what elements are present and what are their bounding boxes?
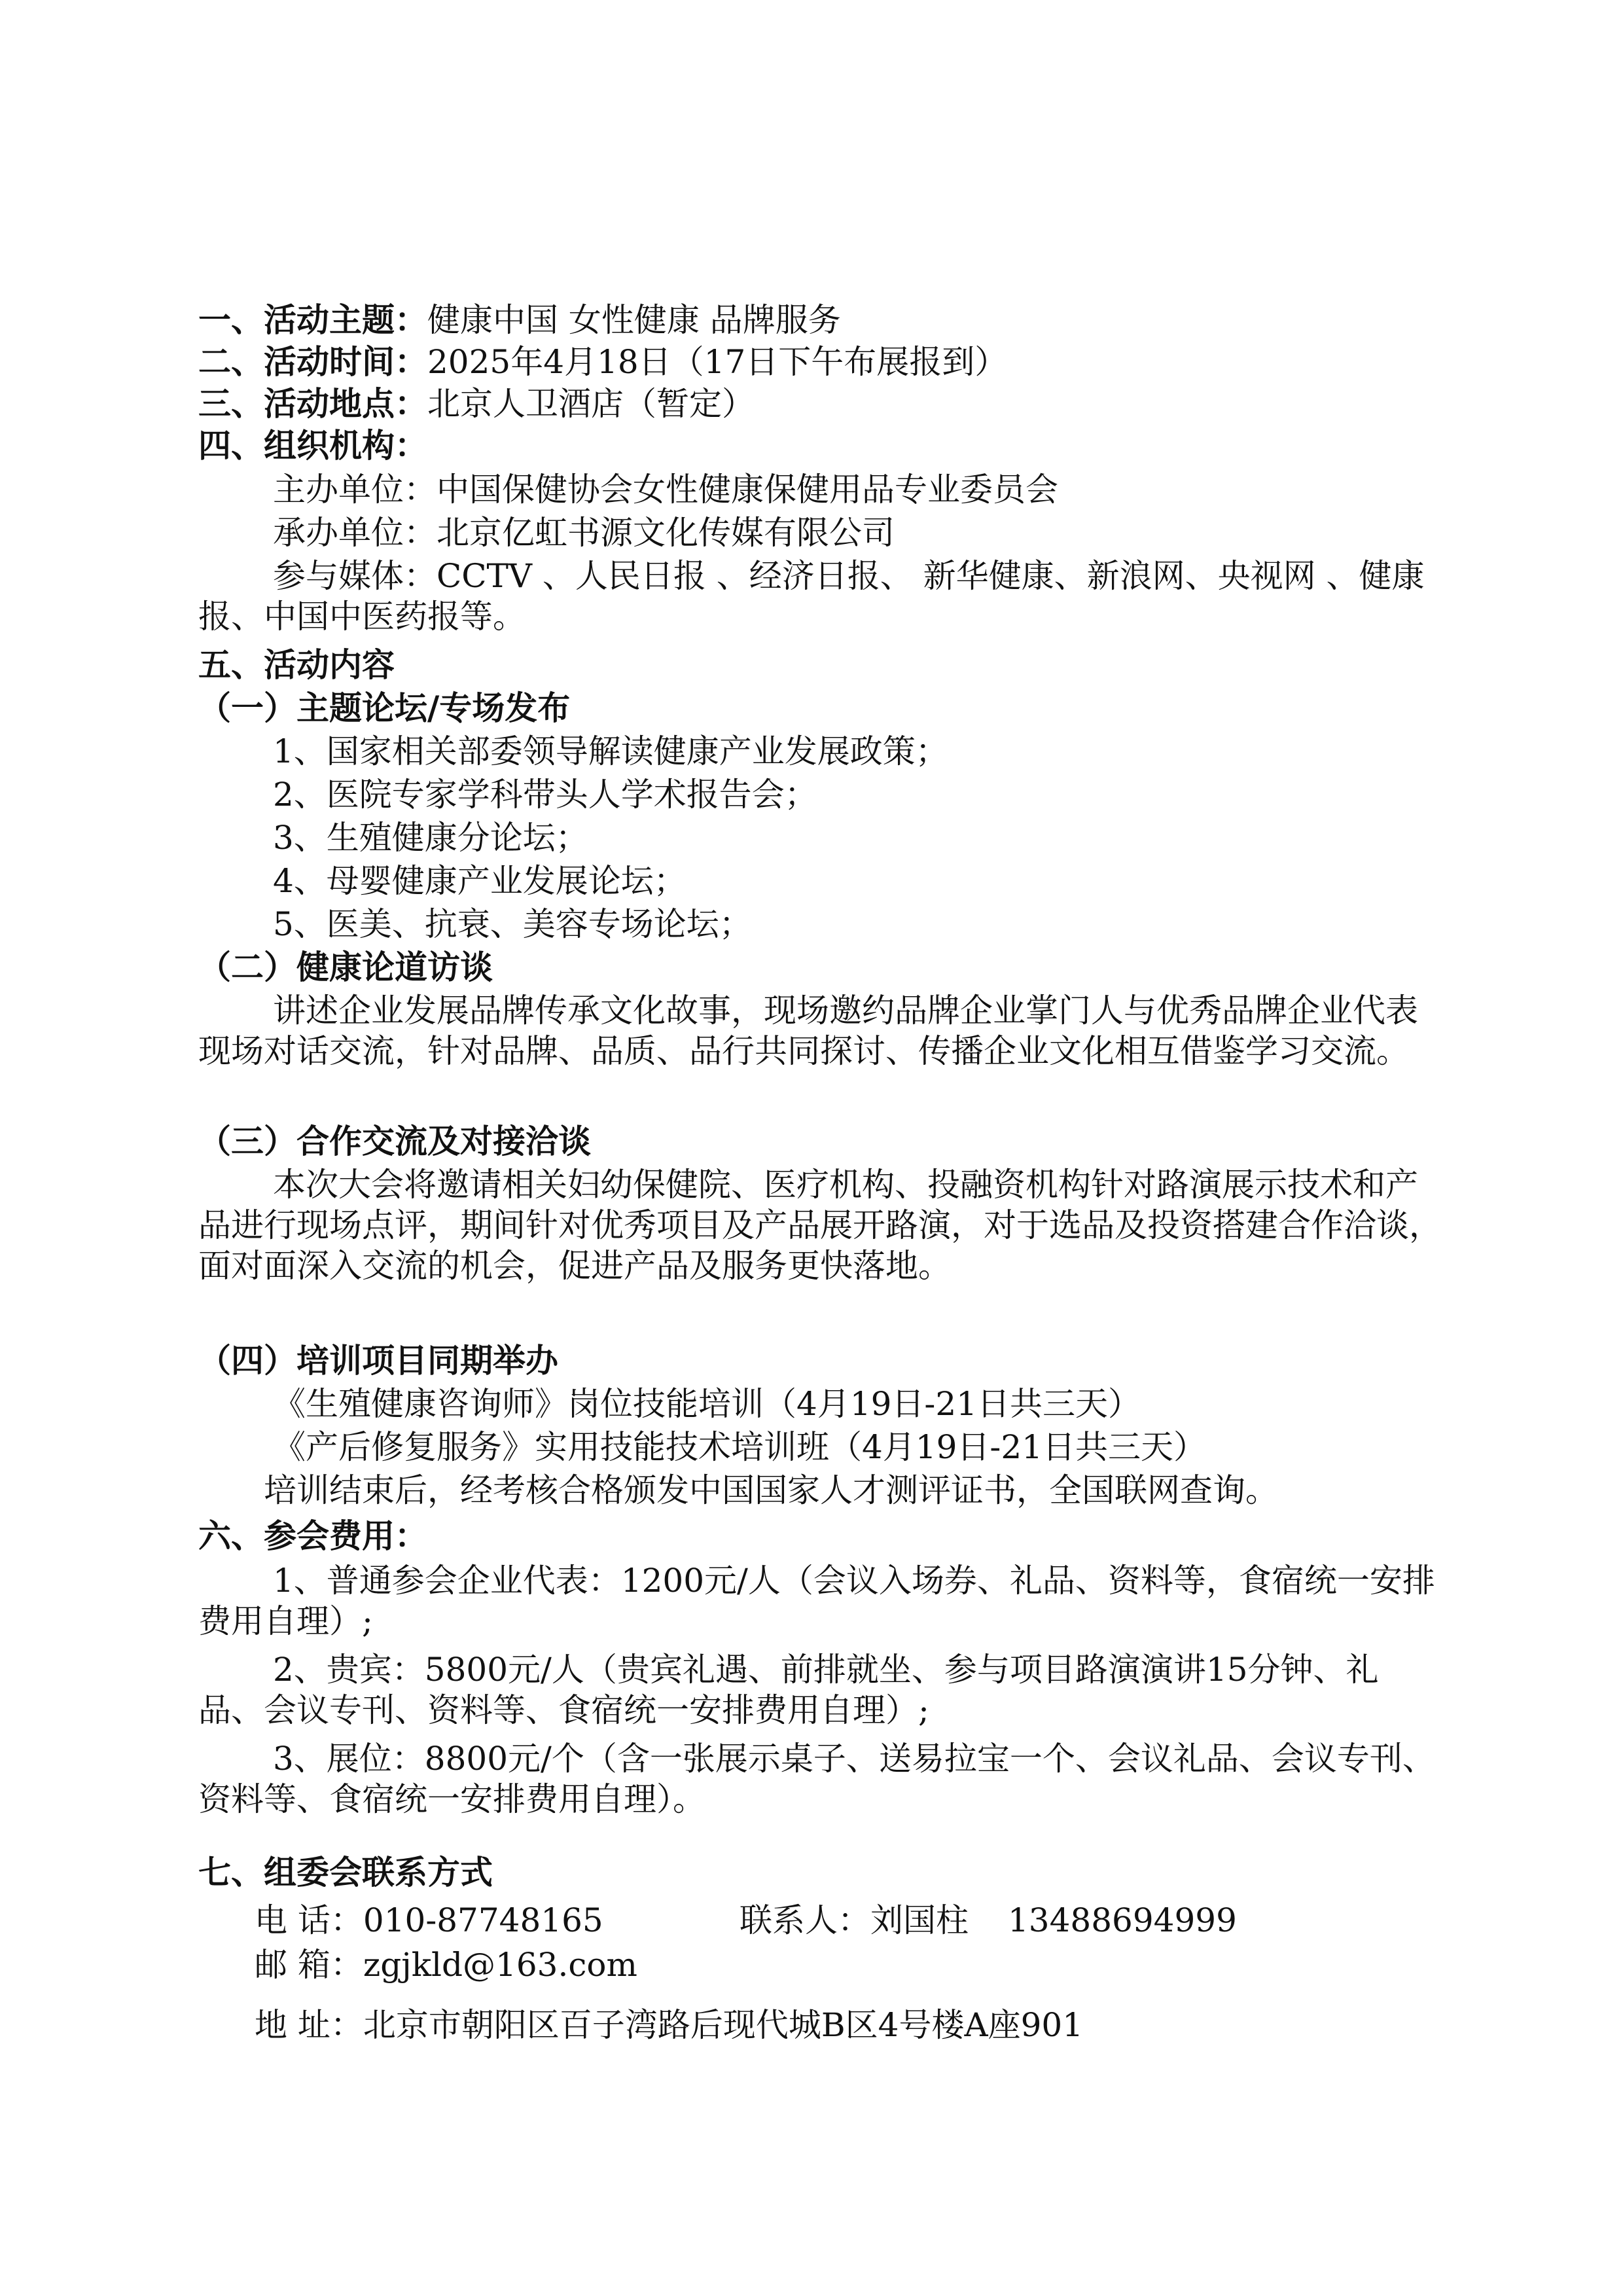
- contact-name: 刘国柱: [870, 1901, 969, 1939]
- media-partners: 参与媒体：CCTV 、人民日报 、经济日报、 新华健康、新浪网、央视网 、健康报、中国中医药报等。: [198, 557, 1425, 636]
- training-course: 《产后修复服务》实用技能技术培训班（4月19日-21日共三天）: [273, 1428, 1206, 1466]
- section-text: 2025年4月18日（17日下午布展报到）: [427, 343, 1008, 381]
- section-text: 北京人卫酒店（暂定）: [427, 385, 755, 423]
- cooperation-text: 本次大会将邀请相关妇幼保健院、医疗机构、投融资机构针对路演展示技术和产品进行现场点评，期间针对优秀项目及产品展开路演，对于选品及投资搭建合作洽谈，面对面深入交流的机会，促进产品及服务更快落地。: [198, 1166, 1442, 1285]
- section-content-heading: 五、活动内容: [198, 646, 395, 684]
- list-item: 4、母婴健康产业发展论坛；: [273, 862, 687, 900]
- subsection-cooperation-heading: （三）合作交流及对接洽谈: [198, 1122, 591, 1160]
- contact-phone-line: [255, 1900, 603, 1941]
- section-heading: 一、活动主题：: [198, 301, 427, 339]
- section-heading: 三、活动地点：: [198, 385, 427, 423]
- section-text: 健康中国 女性健康 品牌服务: [427, 301, 841, 339]
- section-heading: 二、活动时间：: [198, 343, 427, 381]
- contact-address-line: [255, 2005, 1083, 2045]
- address-text: 北京市朝阳区百子湾路后现代城B区4号楼A座901: [363, 2006, 1084, 2044]
- email-address: zgjkld@163.com: [363, 1946, 637, 1984]
- fee-item: 2、贵宾：5800元/人（贵宾礼遇、前排就坐、参与项目路演演讲15分钟、礼品、会议专刊、资料等、食宿统一安排费用自理）;: [198, 1651, 1379, 1729]
- contact-phone: 13488694999: [1008, 1901, 1237, 1939]
- section-time: [198, 342, 1007, 382]
- training-course: 《生殖健康咨询师》岗位技能培训（4月19日-21日共三天）: [273, 1385, 1141, 1423]
- subsection-forum-heading: （一）主题论坛/专场发布: [198, 689, 571, 727]
- list-item: 3、生殖健康分论坛；: [273, 819, 588, 857]
- host-unit: 主办单位：中国保健协会女性健康保健用品专业委员会: [273, 471, 1058, 509]
- organizer-unit: 承办单位：北京亿虹书源文化传媒有限公司: [273, 514, 895, 552]
- contact-label: 联系人：: [740, 1901, 870, 1939]
- fee-item: 3、展位：8800元/个（含一张展示桌子、送易拉宝一个、会议礼品、会议专刊、资料等、食宿统一安排费用自理）。: [198, 1740, 1435, 1818]
- email-label: 邮 箱：: [255, 1946, 363, 1984]
- subsection-interview-heading: （二）健康论道访谈: [198, 948, 493, 986]
- list-item: 1、国家相关部委领导解读健康产业发展政策；: [273, 732, 948, 770]
- training-certificate: 培训结束后，经考核合格颁发中国国家人才测评证书，全国联网查询。: [264, 1471, 1278, 1509]
- section-organization-heading: 四、组织机构：: [198, 427, 427, 465]
- fee-item: 1、普通参会企业代表：1200元/人（会议入场券、礼品、资料等，食宿统一安排费用自理）;: [198, 1562, 1435, 1640]
- section-location: [198, 384, 755, 424]
- list-item: 2、医院专家学科带头人学术报告会；: [273, 776, 817, 814]
- contact-person-line: [740, 1900, 1237, 1941]
- section-fees-heading: 六、参会费用：: [198, 1517, 427, 1555]
- interview-text: 讲述企业发展品牌传承文化故事，现场邀约品牌企业掌门人与优秀品牌企业代表现场对话交流，针对品牌、品质、品行共同探讨、传播企业文化相互借鉴学习交流。: [198, 992, 1418, 1070]
- subsection-training-heading: （四）培训项目同期举办: [198, 1342, 558, 1380]
- address-label: 地 址：: [255, 2006, 363, 2044]
- phone-number: 010-87748165: [363, 1901, 603, 1939]
- section-theme: [198, 300, 841, 340]
- phone-label: 电 话：: [255, 1901, 363, 1939]
- section-contact-heading: 七、组委会联系方式: [198, 1854, 493, 1892]
- contact-email-line: [255, 1945, 637, 1985]
- list-item: 5、医美、抗衰、美容专场论坛；: [273, 905, 752, 943]
